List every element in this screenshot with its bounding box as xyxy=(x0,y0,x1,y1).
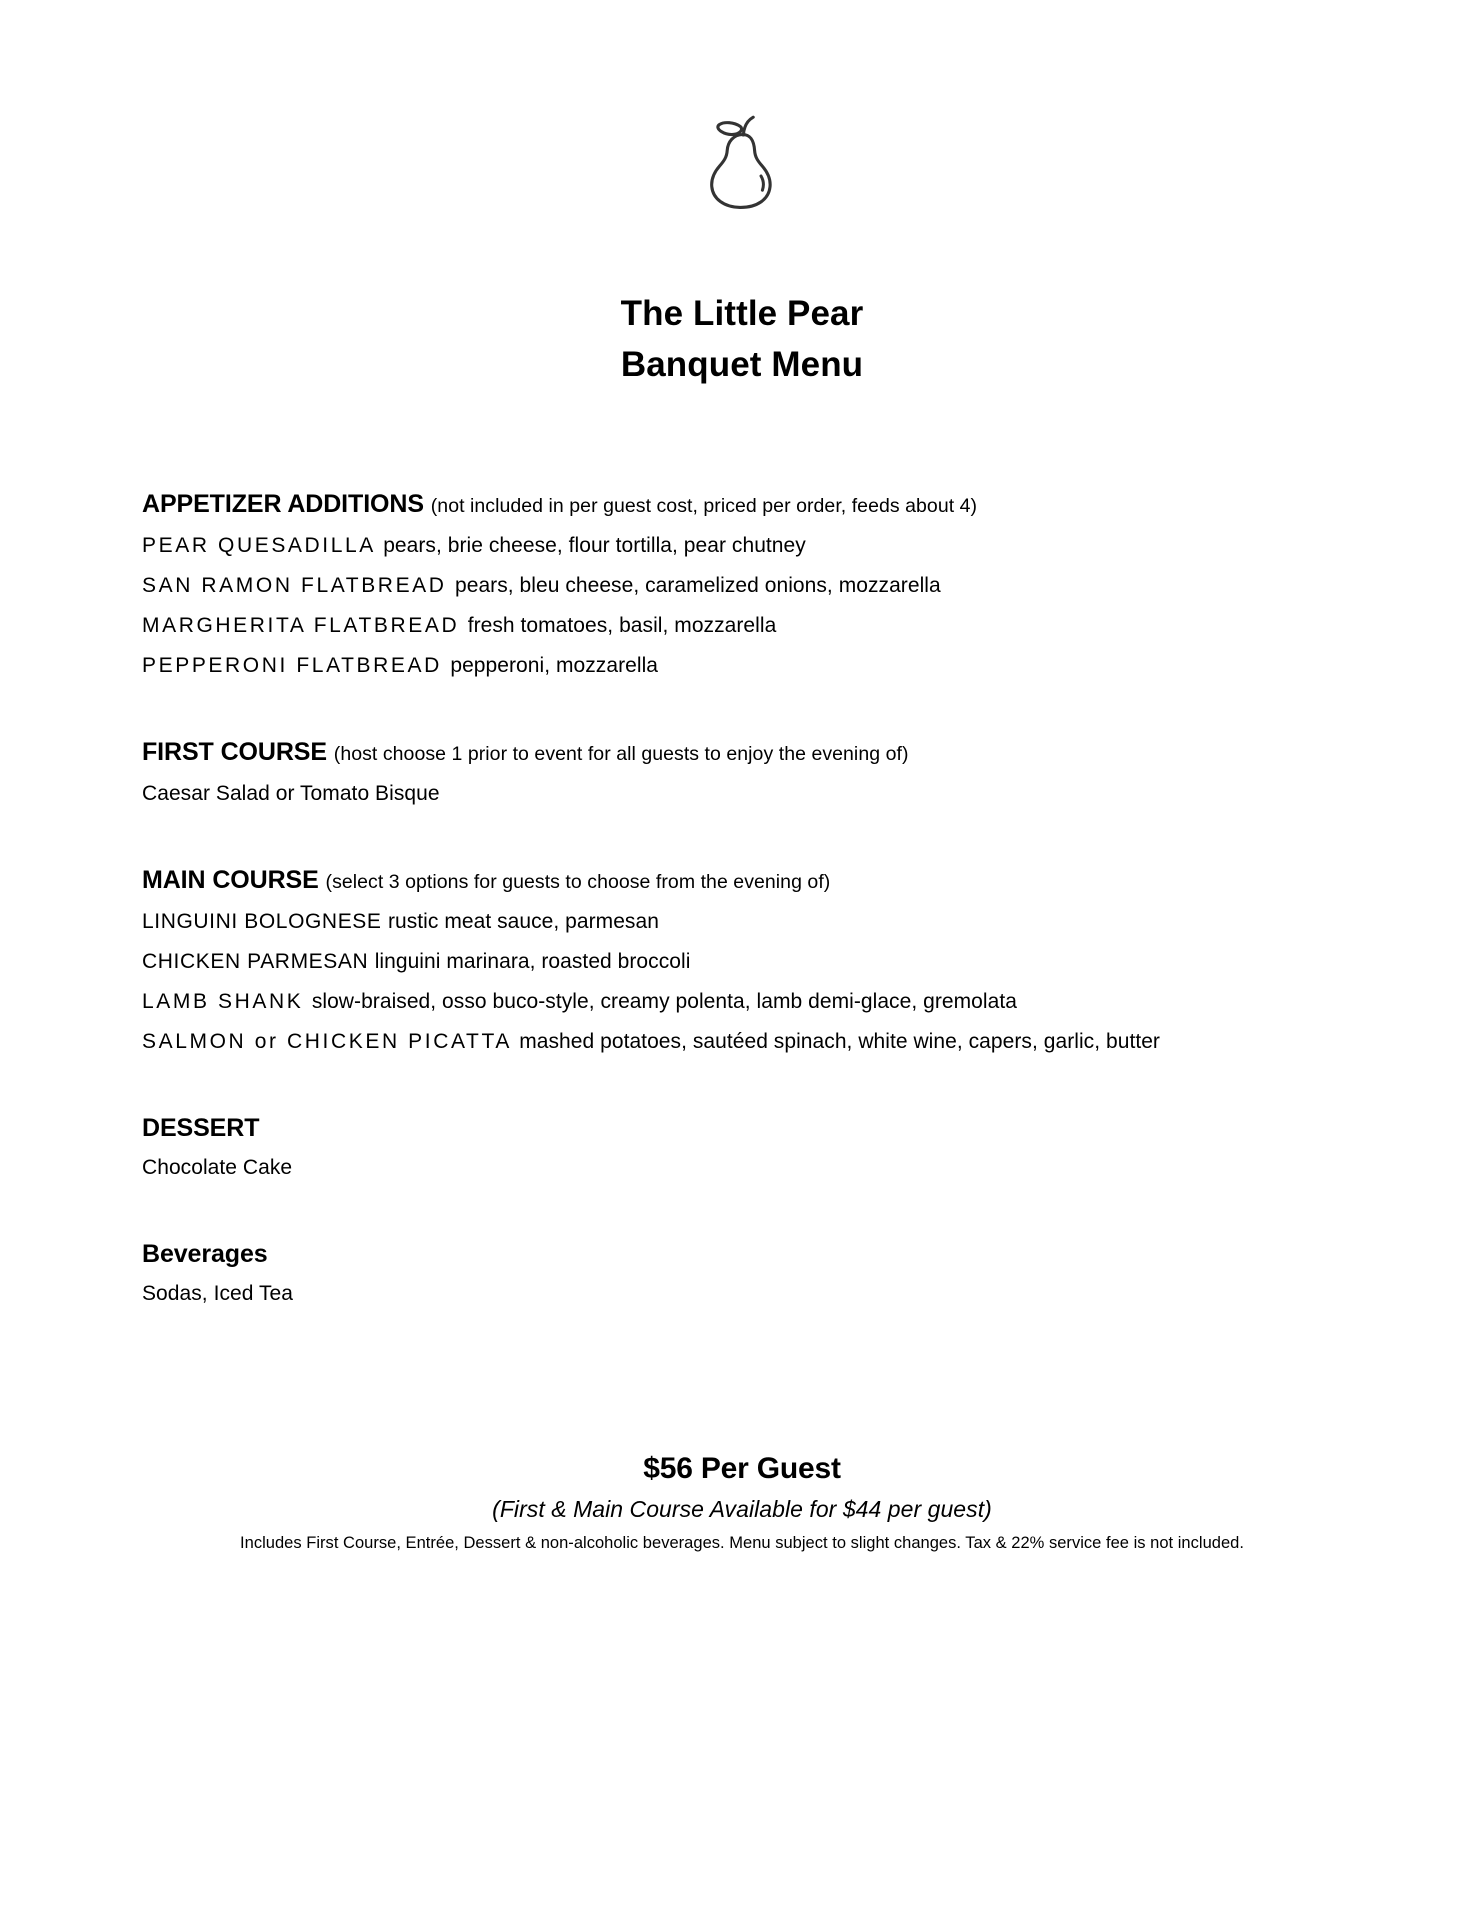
menu-item xyxy=(142,902,1362,942)
section-heading-note: (select 3 options for guests to choose from the evening of) xyxy=(325,871,831,893)
section-heading-note: (not included in per guest cost, priced per order, feeds about 4) xyxy=(430,495,978,517)
menu-item-name: CHICKEN PARMESAN xyxy=(142,950,375,973)
title-line-2: Banquet Menu xyxy=(620,345,864,384)
section-first-course xyxy=(142,732,1362,814)
section-appetizer-additions xyxy=(142,484,1362,686)
menu-item: Chocolate Cake xyxy=(142,1156,293,1179)
menu-item xyxy=(142,646,1362,686)
menu-item xyxy=(142,982,1362,1022)
menu-item xyxy=(142,606,1362,646)
pricing-footer xyxy=(0,1448,1484,1558)
menu-item-desc: rustic meat sauce, parmesan xyxy=(387,910,659,933)
menu-item-desc: pears, bleu cheese, caramelized onions, mozzarella xyxy=(454,574,941,597)
section-heading-text: FIRST COURSE xyxy=(142,738,334,766)
menu-item-name: MARGHERITA FLATBREAD xyxy=(142,614,468,637)
price-alternate-option: (First & Main Course Available for $44 per guest) xyxy=(492,1496,992,1522)
section-beverages xyxy=(142,1234,1362,1314)
menu-item-name: LINGUINI BOLOGNESE xyxy=(142,910,388,933)
section-heading-note: (host choose 1 prior to event for all guests to enjoy the evening of) xyxy=(333,743,909,765)
menu-item: Sodas, Iced Tea xyxy=(142,1282,293,1305)
menu-item-name: SAN RAMON FLATBREAD xyxy=(142,574,455,597)
section-dessert xyxy=(142,1108,1362,1188)
section-heading xyxy=(142,484,1362,526)
title-line-1: The Little Pear xyxy=(620,294,864,333)
section-heading: DESSERT xyxy=(142,1114,260,1142)
section-heading-text: MAIN COURSE xyxy=(142,866,326,894)
pear-outline-icon xyxy=(697,110,787,215)
price-per-guest: $56 Per Guest xyxy=(643,1452,841,1485)
section-heading xyxy=(142,732,1362,774)
menu-item-desc: linguini marinara, roasted broccoli xyxy=(374,950,691,973)
menu-item-name: PEAR QUESADILLA xyxy=(142,534,384,557)
menu-body xyxy=(142,484,1362,1314)
menu-item-name: LAMB SHANK xyxy=(142,990,312,1013)
menu-item-desc: pepperoni, mozzarella xyxy=(450,654,659,677)
menu-item xyxy=(142,942,1362,982)
menu-item xyxy=(142,526,1362,566)
menu-item-name: PEPPERONI FLATBREAD xyxy=(142,654,451,677)
menu-item xyxy=(142,1022,1362,1062)
menu-item-desc: mashed potatoes, sautéed spinach, white wine, capers, garlic, butter xyxy=(519,1030,1160,1053)
menu-item-desc: slow-braised, osso buco-style, creamy polenta, lamb demi-glace, gremolata xyxy=(311,990,1017,1013)
fine-print-disclaimer: Includes First Course, Entrée, Dessert & non-alcoholic beverages. Menu subject to slight changes. Tax & 22% service fee is not included. xyxy=(240,1534,1244,1552)
section-heading-text: APPETIZER ADDITIONS xyxy=(142,490,431,518)
section-heading: Beverages xyxy=(142,1240,268,1268)
section-main-course xyxy=(142,860,1362,1062)
menu-item-name: SALMON or CHICKEN PICATTA xyxy=(142,1030,520,1053)
menu-item: Caesar Salad or Tomato Bisque xyxy=(142,782,440,805)
brand-logo xyxy=(0,110,1484,215)
menu-item-desc: pears, brie cheese, flour tortilla, pear chutney xyxy=(383,534,806,557)
menu-item-desc: fresh tomatoes, basil, mozzarella xyxy=(467,614,777,637)
page-title xyxy=(0,288,1484,390)
section-heading xyxy=(142,860,1362,902)
menu-item xyxy=(142,566,1362,606)
